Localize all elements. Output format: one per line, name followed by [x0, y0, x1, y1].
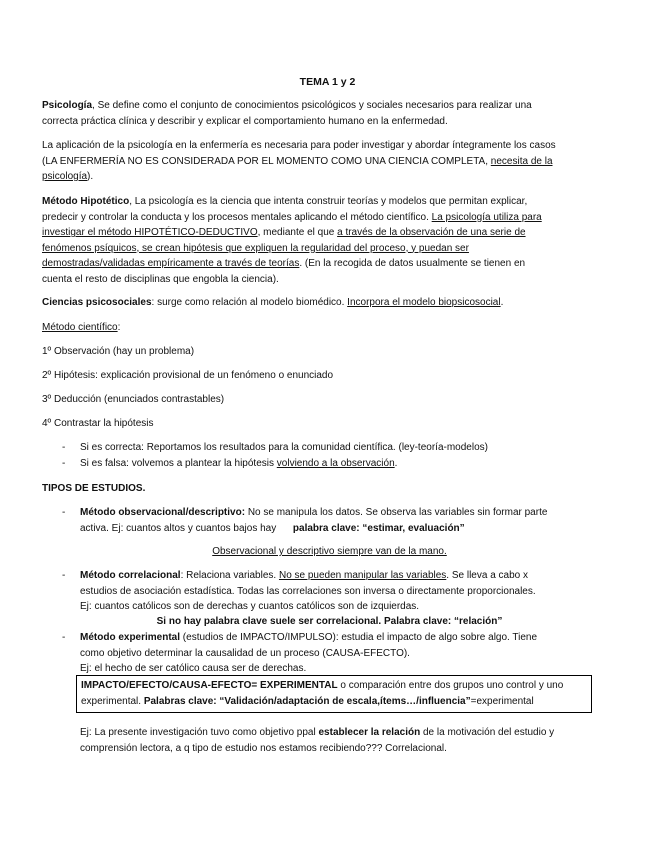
text [80, 568, 615, 615]
observacional-note: Observacional y descriptivo siempre van de la mano. [212, 546, 447, 557]
underlined-heading: Método científico [42, 322, 118, 333]
text: Ej: cuantos católicos son de derechas y cuantos católicos son de izquierdas. [80, 601, 420, 612]
example-paragraph [80, 725, 620, 756]
underlined-text: demostradas/validadas empíricamente a través de teorías [42, 258, 300, 269]
keyword-text: Palabras clave: “Validación/adaptación de escala,ítems…/influencia” [143, 696, 471, 707]
text: Ej: el hecho de ser católico causa ser de derechas. [80, 663, 307, 674]
experimental-box [76, 675, 592, 713]
underlined-text: La psicología utiliza para [431, 211, 542, 223]
text: o comparación entre dos grupos uno control y uno [337, 680, 564, 691]
text: : Relaciona variables. [180, 570, 279, 581]
text [80, 630, 615, 677]
text: No se manipula los datos. Se observa las variables sin formar parte [245, 507, 548, 518]
text: . [500, 297, 504, 308]
underlined-text: psicología [42, 171, 88, 182]
term-observacional: Método observacional/descriptivo: [80, 507, 246, 518]
document-title: TEMA 1 y 2 [299, 76, 356, 88]
paragraph-psicologia [42, 98, 617, 129]
text: (estudios de IMPACTO/IMPULSO): estudia el impacto de algo sobre algo. Tiene [180, 632, 538, 643]
text: comprensión lectora, a q tipo de estudio nos estamos recibiendo??? Correlacional. [80, 742, 447, 754]
underlined-text: No se pueden manipular las variables [278, 570, 447, 581]
text: correcta práctica clínica y describir y explicar el comportamiento humano en la enfermedad. [42, 115, 448, 127]
term-experimental: Método experimental [80, 632, 181, 643]
text: Ej: La presente investigación tuvo como objetivo ppal [80, 727, 319, 738]
text: , Se define como el conjunto de conocimientos psicológicos y sociales necesarios para realizar una [92, 100, 532, 111]
text: de la motivación del estudio y [420, 727, 555, 738]
underlined-text: necesita de la [490, 155, 553, 167]
underlined-text: volviendo a la observación [276, 458, 395, 469]
keyword-text: palabra clave: “estimar, evaluación” [292, 522, 465, 534]
text: : surge como relación al modelo biomédico. [151, 297, 348, 308]
text: , La psicología es la ciencia que intenta construir teorías y modelos que permitan explicar, [129, 196, 528, 207]
underlined-text: investigar el método HIPOTÉTICO-DEDUCTIVO [42, 227, 258, 238]
term-ciencias-psicosociales: Ciencias psicosociales [42, 297, 152, 308]
bullet-dash: - [62, 458, 66, 469]
bold-text: establecer la relación [318, 727, 421, 738]
underlined-text: fenómenos psíquicos, se crean hipótesis que expliquen la regularidad del proceso, y puedan ser [42, 242, 469, 254]
step-4: 4º Contrastar la hipótesis [42, 418, 154, 429]
text: cuenta el resto de disciplinas que engobla la ciencia). [42, 273, 279, 285]
text: predecir y controlar la conducta y los procesos mentales aplicando el método científico. [42, 211, 432, 223]
text: Si es falsa: volvemos a plantear la hipótesis [80, 458, 277, 469]
paragraph-ciencias-psicosociales [42, 295, 617, 311]
heading-metodo-cientifico [42, 320, 617, 336]
text: : [117, 322, 121, 333]
text: La aplicación de la psicología en la enfermería es necesaria para poder investigar y abordar íntegramente los casos [42, 140, 556, 151]
paragraph-metodo-hipotetico [42, 194, 617, 287]
text: ). [87, 171, 94, 182]
bullet-dash: - [62, 632, 66, 643]
text: activa. Ej: cuantos altos y cuantos bajos hay [80, 522, 277, 534]
correlacional-keyword: Si no hay palabra clave suele ser correlacional. Palabra clave: “relación” [156, 616, 503, 627]
text: experimental. [81, 696, 144, 707]
text: (LA ENFERMERÍA NO ES CONSIDERADA POR EL MOMENTO COMO UNA CIENCIA COMPLETA, [42, 155, 491, 167]
text: como objetivo determinar la causalidad de un proceso (CAUSA-EFECTO). [80, 647, 410, 659]
bullet-dash: - [62, 570, 66, 581]
underlined-text: a través de la observación de una serie de [337, 227, 526, 238]
text: . Se lleva a cabo x [446, 570, 529, 581]
text: =experimental [470, 696, 534, 707]
text: , mediante el que [257, 227, 338, 238]
box-title: IMPACTO/EFECTO/CAUSA-EFECTO= EXPERIMENTAL [81, 680, 338, 691]
step-3: 3º Deducción (enunciados contrastables) [42, 394, 225, 405]
underlined-text: Incorpora el modelo biopsicosocial [347, 297, 501, 308]
bullet-dash: - [62, 507, 66, 518]
text [80, 456, 615, 472]
text: . [394, 458, 398, 469]
step-1: 1º Observación (hay un problema) [42, 346, 195, 357]
text: . (En la recogida de datos usualmente se tienen en [299, 258, 526, 269]
term-correlacional: Método correlacional [80, 570, 181, 581]
step-2: 2º Hipótesis: explicación provisional de un fenómeno o enunciado [42, 370, 334, 381]
bullet-dash: - [62, 442, 66, 453]
text [80, 505, 615, 536]
paragraph-aplicacion [42, 138, 617, 185]
heading-tipos-estudios: TIPOS DE ESTUDIOS. [42, 483, 146, 494]
text: Si es correcta: Reportamos los resultados para la comunidad científica. (ley-teoría-modelos) [80, 442, 488, 453]
term-psicologia: Psicología [42, 100, 93, 111]
term-metodo-hipotetico: Método Hipotético [42, 196, 130, 207]
text: estudios de asociación estadística. Todas las correlaciones son inversa o directamente proporcionales. [80, 585, 536, 597]
